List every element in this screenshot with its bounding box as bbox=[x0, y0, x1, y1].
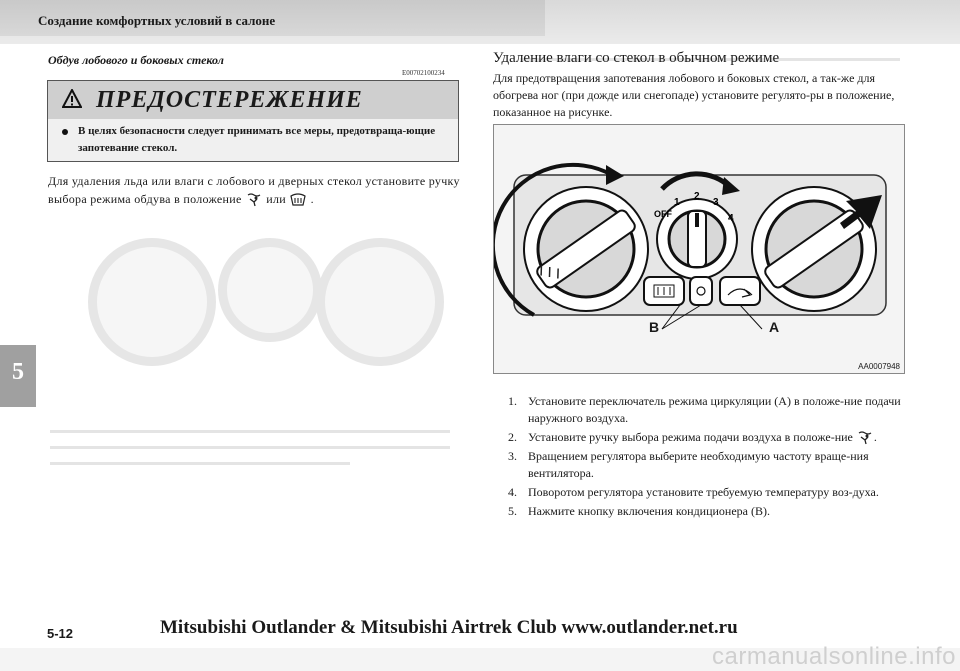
fan-label-4: 4 bbox=[728, 213, 734, 224]
right-heading: Удаление влаги со стекол в обычном режиме bbox=[493, 50, 780, 66]
chapter-tab bbox=[0, 345, 36, 407]
warning-box bbox=[47, 80, 459, 162]
step-text: Установите переключатель режима циркуляции (А) в положе-ние подачи наружного воздуха. bbox=[528, 394, 901, 425]
step-text: Установите ручку выбора режима подачи воздуха в положе-ние bbox=[528, 430, 853, 444]
subsection-code: E00702100234 bbox=[402, 69, 445, 77]
step-number: 3. bbox=[508, 449, 517, 463]
left-intro-paragraph bbox=[48, 172, 468, 208]
intro-or-word: или bbox=[266, 192, 286, 206]
step-number: 5. bbox=[508, 504, 517, 518]
step-text: Вращением регулятора выберите необходимую частоту враще-ния вентилятора. bbox=[528, 449, 869, 480]
step-text-end: . bbox=[873, 430, 877, 444]
defrost-feet-mode-icon bbox=[856, 431, 874, 445]
step-text: Нажмите кнопку включения кондиционера (B). bbox=[528, 504, 771, 518]
label-a: A bbox=[769, 319, 780, 335]
step-item bbox=[508, 393, 908, 427]
label-b: B bbox=[649, 319, 660, 335]
steps-list bbox=[508, 393, 908, 522]
step-number: 2. bbox=[508, 430, 517, 444]
ac-button bbox=[690, 277, 712, 305]
step-item bbox=[508, 503, 908, 520]
page-number: 5-12 bbox=[47, 626, 74, 641]
right-intro: Для предотвращения запотевания лобового и боковых стекол, а так-же для обогрева ног (при дожде или снегопаде) установите регулято-ры в положение, показанное на рисунке. bbox=[493, 71, 895, 119]
defrost-feet-mode-icon bbox=[245, 193, 263, 207]
step-text: Поворотом регулятора установите требуемую температуру воз-духа. bbox=[528, 485, 879, 499]
mode-knob bbox=[524, 187, 648, 311]
section-title: Создание комфортных условий в салоне bbox=[38, 13, 276, 28]
fan-label-1: 1 bbox=[674, 197, 680, 208]
climate-control-figure bbox=[493, 124, 905, 374]
watermark: carmanualsonline.info bbox=[712, 643, 956, 670]
step-number: 4. bbox=[508, 485, 517, 499]
step-item bbox=[508, 448, 908, 482]
figure-code: AA0007948 bbox=[858, 362, 900, 371]
step-item bbox=[508, 484, 908, 501]
climate-panel-illustration bbox=[494, 125, 904, 373]
warning-title: ПРЕДОСТЕРЕЖЕНИЕ bbox=[96, 87, 363, 113]
fan-label-off: OFF bbox=[654, 209, 672, 219]
left-intro-text: Для удаления льда или влаги с лобового и дверных стекол установите ручку выбора режима обдува в положение bbox=[48, 174, 460, 206]
fan-label-2: 2 bbox=[694, 191, 700, 202]
chapter-number: 5 bbox=[12, 359, 24, 385]
fan-label-3: 3 bbox=[713, 197, 719, 208]
recirculation-button bbox=[720, 277, 760, 305]
intro-end: . bbox=[310, 192, 314, 206]
warning-title-bar bbox=[48, 81, 458, 119]
footer-club-text: Mitsubishi Outlander & Mitsubishi Airtrek Club www.outlander.net.ru bbox=[160, 617, 738, 638]
bullet-icon bbox=[62, 129, 68, 135]
warning-text: В целях безопасности следует принимать все меры, предотвраща-ющие запотевание стекол. bbox=[78, 125, 436, 154]
warning-triangle-icon bbox=[62, 89, 82, 109]
step-number: 1. bbox=[508, 394, 517, 408]
defrost-windshield-icon bbox=[289, 193, 307, 207]
subsection-heading: Обдув лобового и боковых стекол bbox=[48, 53, 224, 67]
step-item bbox=[508, 429, 908, 446]
